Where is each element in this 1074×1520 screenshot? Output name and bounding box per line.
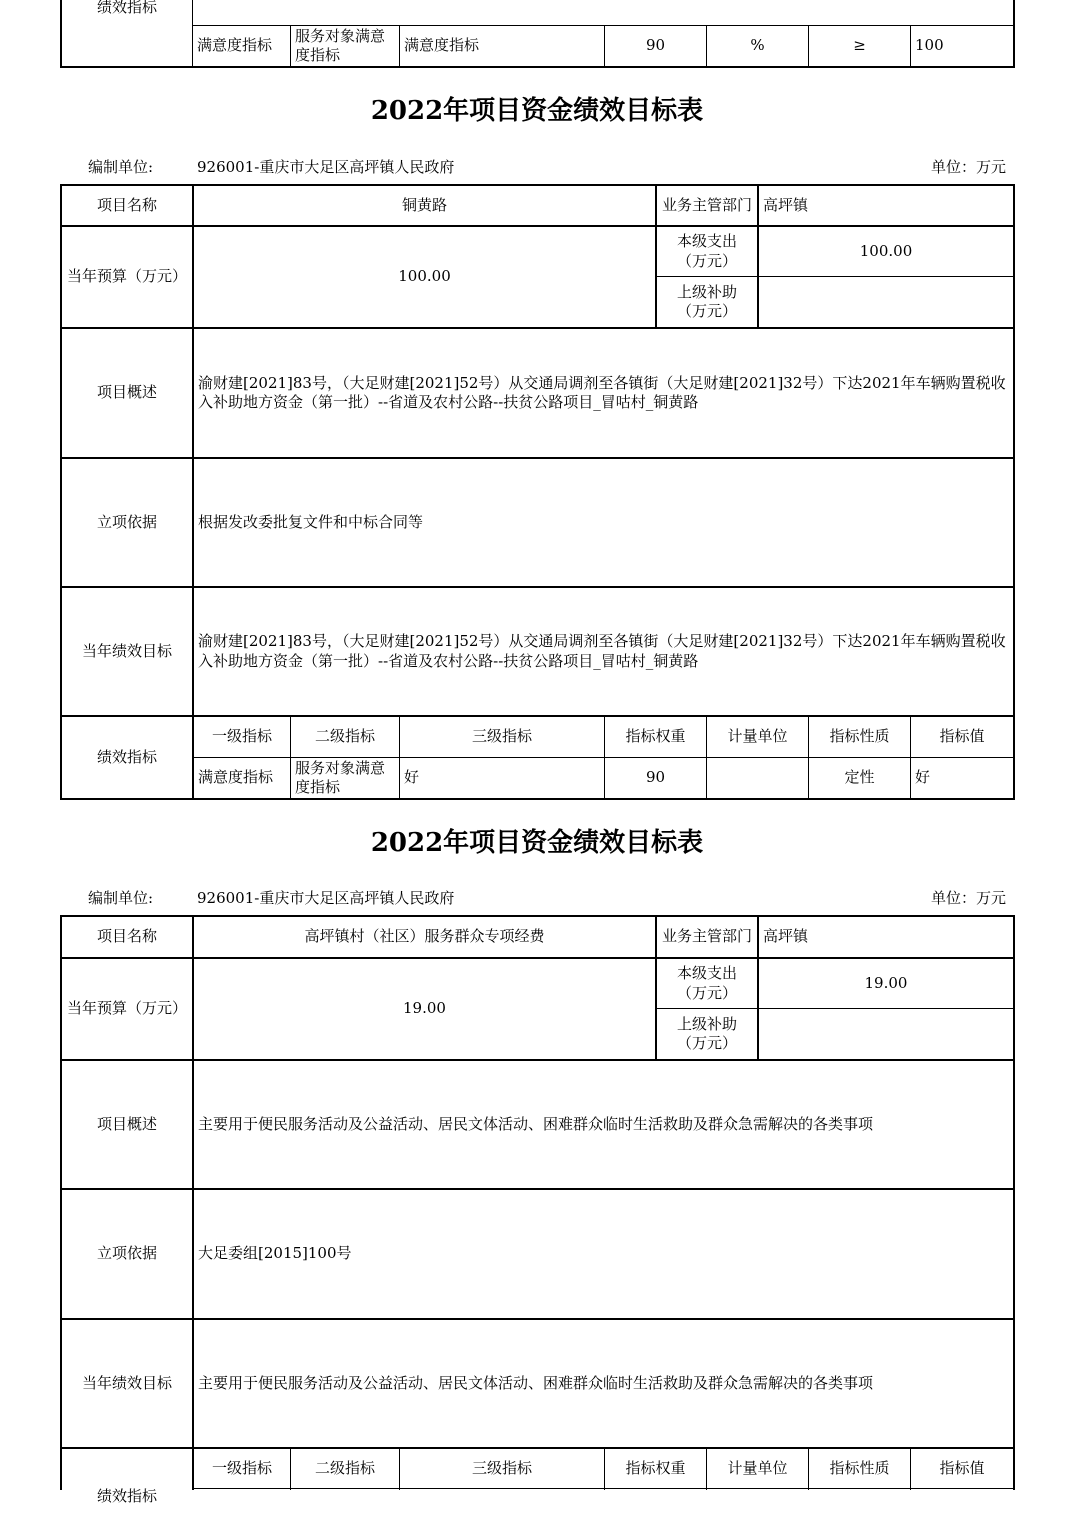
unit-value: 926001-重庆市大足区高坪镇人民政府: [197, 889, 455, 907]
basis-value: 根据发改委批复文件和中标合同等: [198, 512, 424, 531]
project-name-value: 铜黄路: [401, 195, 447, 214]
upper-subsidy-value: [759, 1009, 1013, 1059]
upper-subsidy-label: 上级补助（万元）: [676, 282, 737, 320]
indicator-cell: 满意度指标: [197, 36, 273, 55]
project-name-value: 高坪镇村（社区）服务群众专项经费: [304, 927, 545, 946]
indicator-header: 一级指标: [211, 1458, 272, 1477]
budget-value: 100.00: [398, 267, 451, 286]
self-spend-label: 本级支出（万元）: [676, 232, 737, 270]
project-name-label: 项目名称: [96, 195, 157, 214]
indicator-cell: 100: [915, 36, 944, 55]
indicator-header: 指标值: [939, 727, 985, 746]
unit-value: 926001-重庆市大足区高坪镇人民政府: [197, 158, 455, 176]
overview-value: 主要用于便民服务活动及公益活动、居民文体活动、困难群众临时生活救助及群众急需解决的各类事项: [198, 1114, 874, 1133]
upper-subsidy-value: [759, 277, 1013, 327]
goal-value: 渝财建[2021]83号，（大足财建[2021]52号）从交通局调剂至各镇街（大足财建[2021]32号）下达2021年车辆购置税收入补助地方资金（第一批）--省道及农村公路--扶贫公路项目_冒咕村_铜黄路: [198, 632, 1006, 670]
indicator-cell: 服务对象满意度指标: [295, 758, 386, 796]
indicator-cell: 满意度指标: [404, 36, 480, 55]
indicator-label: 绩效指标: [96, 0, 157, 17]
page-title: 2022年项目资金绩效目标表: [370, 828, 704, 858]
indicator-header: 指标性质: [829, 727, 890, 746]
overview-label: 项目概述: [96, 1114, 157, 1133]
dept-value: 高坪镇: [763, 195, 809, 214]
indicator-cell: 服务对象满意度指标: [295, 26, 386, 64]
indicator-cell: 满意度指标: [198, 768, 274, 787]
dept-label: 业务主管部门: [661, 927, 752, 946]
dept-label: 业务主管部门: [661, 195, 752, 214]
self-spend-value: 100.00: [859, 241, 913, 260]
goal-value: 主要用于便民服务活动及公益活动、居民文体活动、困难群众临时生活救助及群众急需解决的各类事项: [198, 1373, 874, 1392]
dept-value: 高坪镇: [763, 927, 809, 946]
overview-value: 渝财建[2021]83号，（大足财建[2021]52号）从交通局调剂至各镇街（大足财建[2021]32号）下达2021年车辆购置税收入补助地方资金（第一批）--省道及农村公路--扶贫公路项目_冒咕村_铜黄路: [198, 373, 1006, 411]
indicator-cell: 好: [915, 768, 931, 787]
indicator-cell: ≥: [853, 36, 866, 55]
basis-value: 大足委组[2015]100号: [198, 1244, 352, 1263]
indicator-header: 计量单位: [727, 1458, 788, 1477]
indicator-header: 指标权重: [625, 1458, 686, 1477]
indicator-header: 二级指标: [314, 727, 375, 746]
indicator-cell: 90: [645, 768, 666, 787]
upper-subsidy-label: 上级补助（万元）: [676, 1014, 737, 1052]
basis-label: 立项依据: [96, 1244, 157, 1263]
project-name-label: 项目名称: [96, 927, 157, 946]
goal-label: 当年绩效目标: [81, 1373, 172, 1392]
budget-value: 19.00: [403, 999, 446, 1018]
indicator-header: 指标权重: [625, 727, 686, 746]
indicator-cell: %: [750, 36, 765, 55]
goal-label: 当年绩效目标: [81, 641, 172, 660]
self-spend-value: 19.00: [864, 973, 908, 992]
indicator-label: 绩效指标: [96, 747, 157, 766]
indicator-cell: [707, 758, 808, 798]
currency-label: 单位：万元: [931, 889, 1007, 907]
indicator-header: 一级指标: [211, 727, 272, 746]
self-spend-label: 本级支出（万元）: [676, 964, 737, 1002]
indicator-header: 指标值: [939, 1458, 985, 1477]
indicator-header: 三级指标: [471, 727, 532, 746]
indicator-header: 三级指标: [471, 1458, 532, 1477]
indicator-label: 绩效指标: [96, 1487, 157, 1506]
basis-label: 立项依据: [96, 512, 157, 531]
indicator-header: 计量单位: [727, 727, 788, 746]
unit-label: 编制单位:: [88, 889, 154, 907]
indicator-cell: 90: [645, 36, 666, 55]
indicator-header: 二级指标: [314, 1458, 375, 1477]
page-title: 2022年项目资金绩效目标表: [370, 96, 704, 126]
budget-label: 当年预算（万元）: [66, 999, 187, 1018]
unit-label: 编制单位:: [88, 158, 154, 176]
budget-label: 当年预算（万元）: [66, 267, 187, 286]
indicator-header: 指标性质: [829, 1458, 890, 1477]
indicator-cell: 好: [404, 768, 420, 787]
currency-label: 单位：万元: [931, 158, 1007, 176]
overview-label: 项目概述: [96, 383, 157, 402]
indicator-cell: 定性: [844, 768, 875, 787]
